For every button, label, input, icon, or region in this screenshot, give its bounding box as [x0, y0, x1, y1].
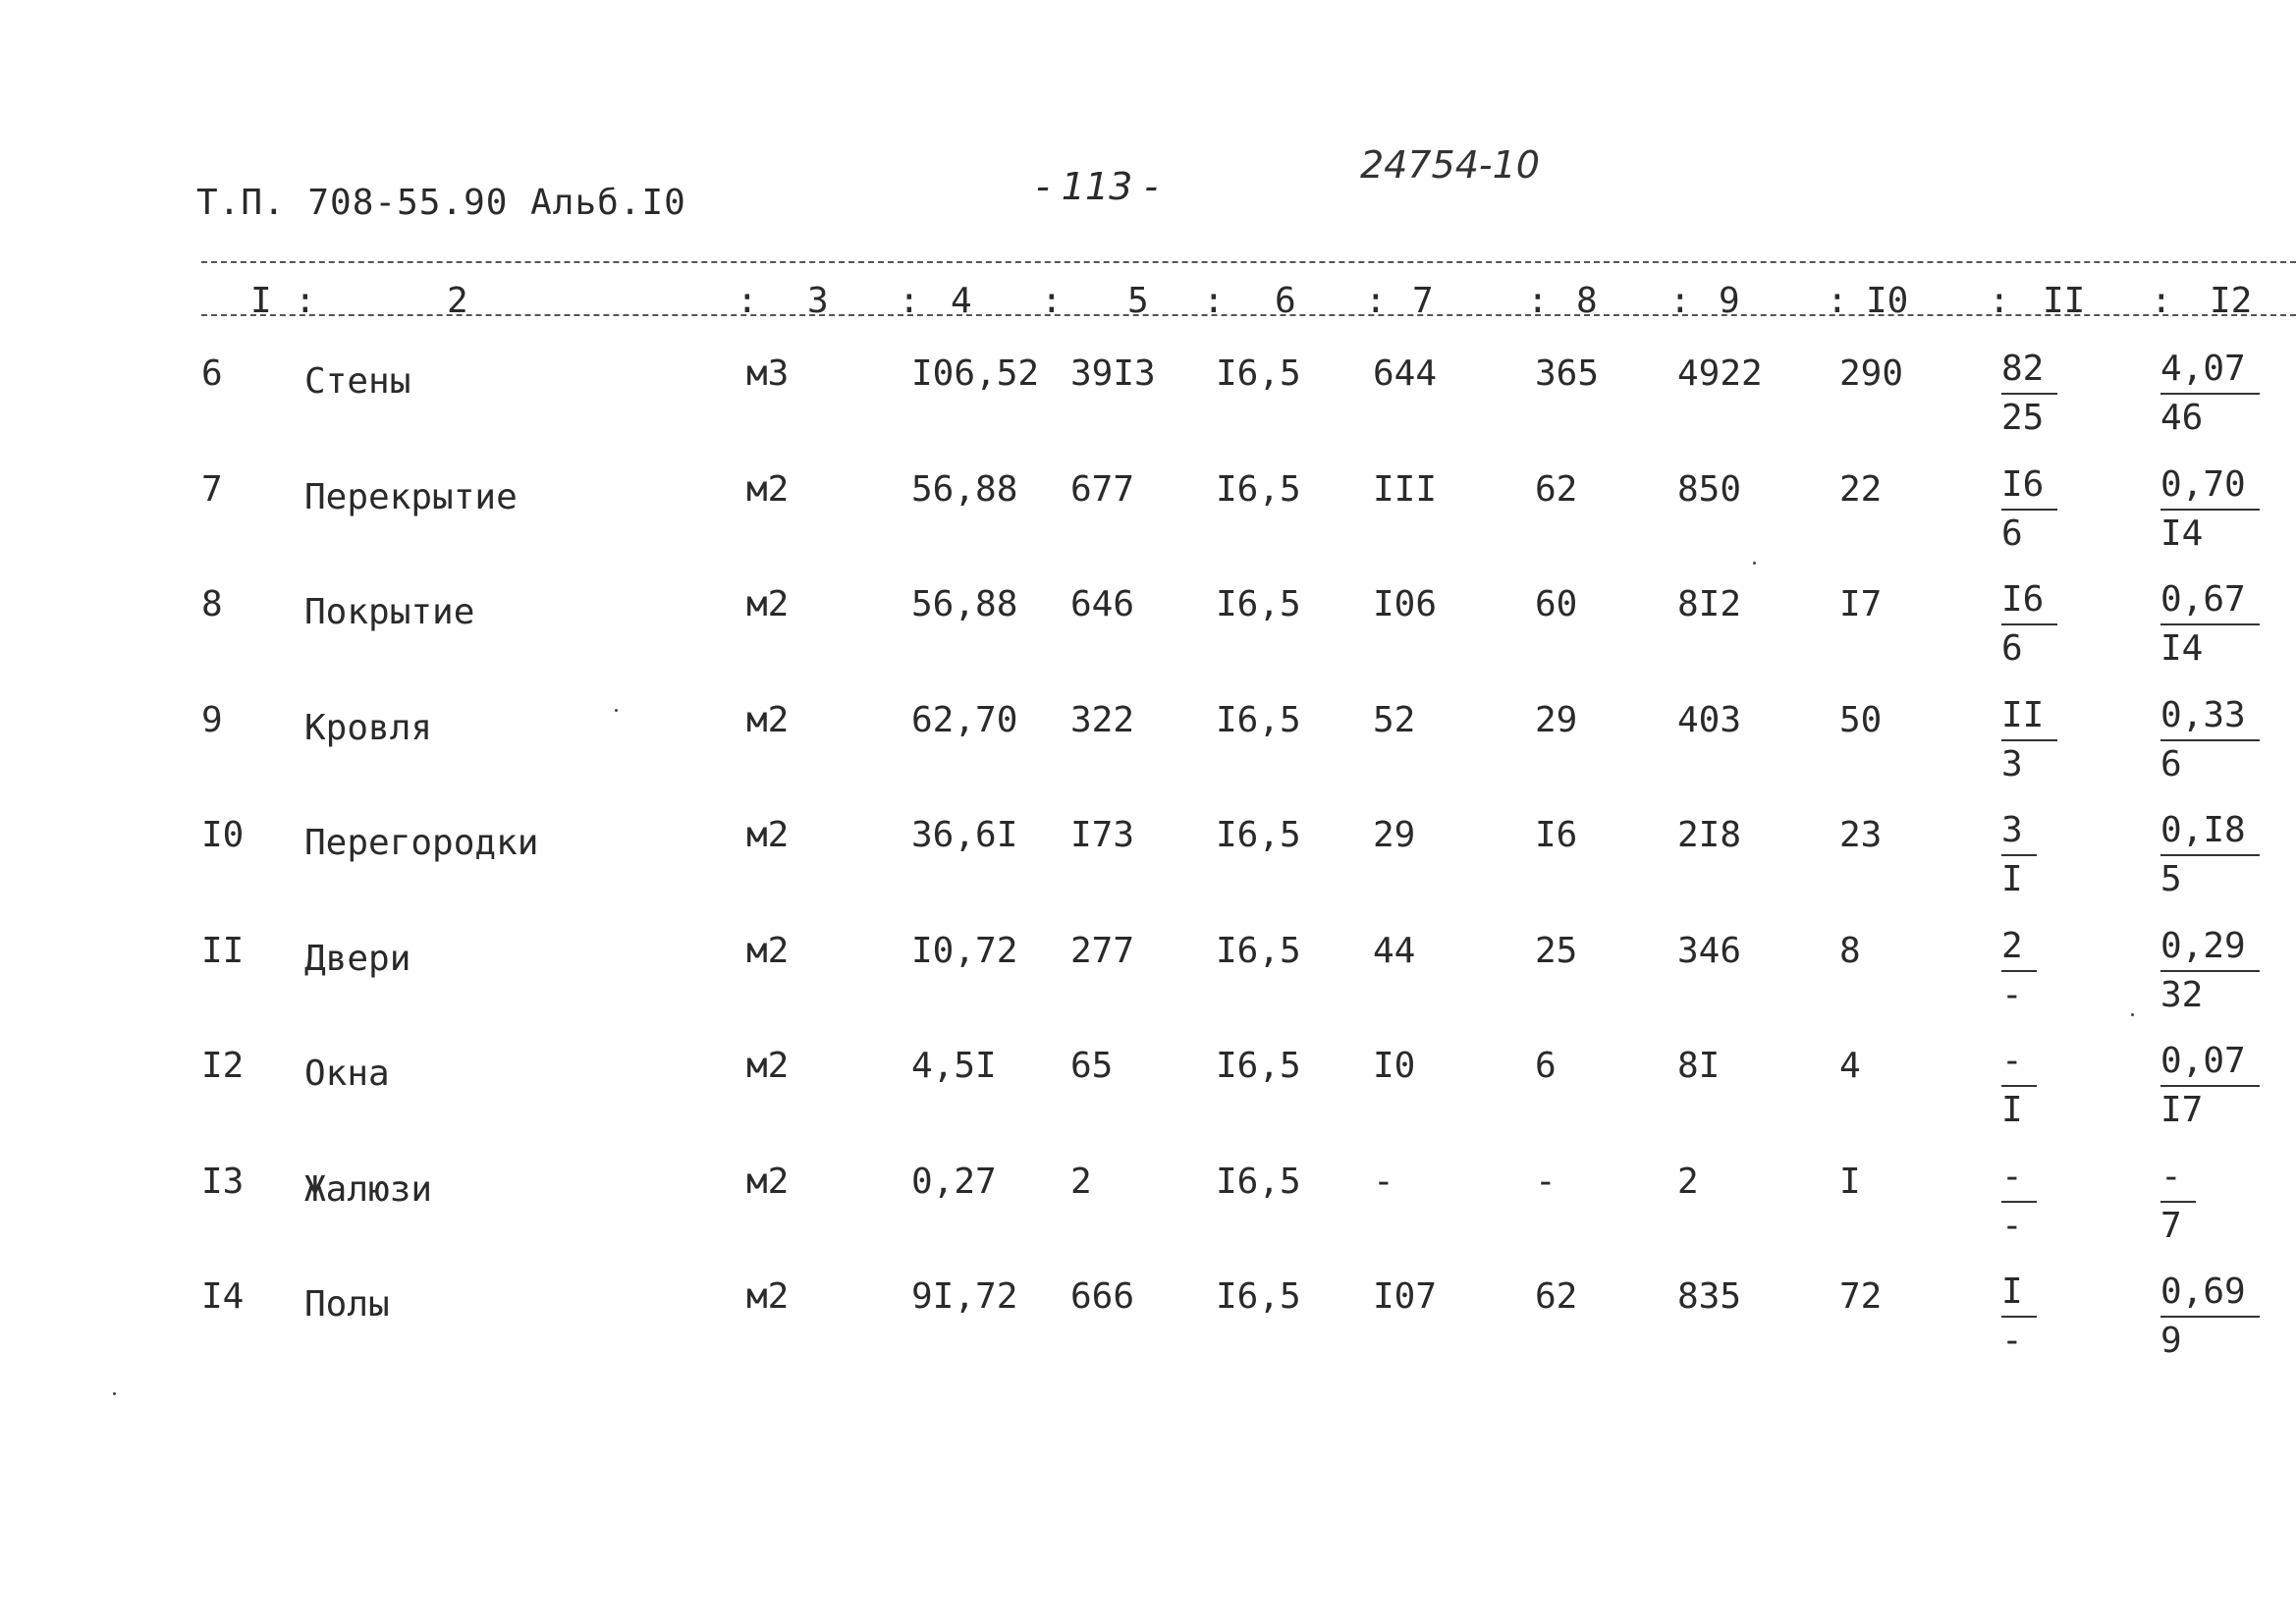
scan-speck	[615, 709, 618, 712]
col-12-fraction	[2160, 576, 2260, 673]
document-code: Т.П. 708-55.90 Альб.I0	[196, 183, 686, 223]
col-4-cell: 4,5I	[911, 1046, 997, 1086]
column-header: 5	[1127, 281, 1149, 321]
fraction-denominator: I4	[2160, 513, 2204, 554]
fraction-numerator: 0,I8	[2160, 807, 2260, 856]
column-header: 2	[447, 281, 468, 321]
col-7-cell: I0	[1373, 1046, 1416, 1086]
fraction-denominator: 6	[2160, 743, 2182, 784]
col-10-cell: I	[1839, 1161, 1861, 1202]
column-header: 6	[1275, 281, 1296, 321]
col-10-cell: I7	[1839, 584, 1883, 624]
fraction-denominator: -	[2001, 1205, 2023, 1246]
col-4-cell: 0,27	[911, 1161, 997, 1202]
col-5-cell: 322	[1070, 699, 1135, 740]
col-12-fraction	[2160, 346, 2260, 442]
col-9-cell: 835	[1677, 1276, 1742, 1317]
scan-speck	[2131, 1013, 2134, 1016]
fraction-numerator: 0,70	[2160, 461, 2260, 511]
column-header: 3	[807, 281, 829, 321]
col-9-cell: 403	[1677, 699, 1742, 740]
col-5-cell: I73	[1070, 815, 1135, 855]
fraction-denominator: 7	[2160, 1205, 2182, 1246]
column-separator: :	[295, 281, 316, 321]
col-12-fraction	[2160, 807, 2260, 903]
column-header: I2	[2210, 281, 2253, 321]
fraction-denominator: I4	[2160, 628, 2204, 669]
element-name: Жалюзи	[304, 1168, 433, 1210]
col-7-cell: III	[1373, 468, 1438, 510]
fraction-denominator: -	[2001, 1321, 2023, 1361]
row-number: 7	[201, 468, 223, 510]
unit-cell: м2	[746, 1046, 790, 1086]
fraction-numerator: 2	[2001, 923, 2037, 972]
fraction-denominator: 9	[2160, 1321, 2182, 1361]
column-separator: :	[1989, 281, 2010, 321]
fraction-numerator: 0,33	[2160, 692, 2260, 741]
fraction-numerator: I6	[2001, 576, 2057, 625]
row-number: I2	[201, 1046, 245, 1086]
unit-cell: м2	[746, 930, 790, 971]
element-name: Окна	[304, 1054, 390, 1094]
column-header: 8	[1576, 281, 1598, 321]
col-8-cell: I6	[1535, 815, 1578, 855]
unit-cell: м3	[746, 353, 790, 394]
col-4-cell: 36,6I	[911, 815, 1018, 855]
column-separator: :	[737, 281, 758, 321]
column-header: II	[2043, 281, 2086, 321]
col-10-cell: 8	[1839, 930, 1861, 971]
page-number: - 113 -	[1036, 165, 1159, 208]
element-name: Кровля	[304, 707, 433, 748]
unit-cell: м2	[746, 815, 790, 855]
element-name: Перекрытие	[304, 476, 518, 517]
col-11-fraction	[2001, 692, 2057, 788]
col-7-cell: 44	[1373, 930, 1416, 971]
col-5-cell: 65	[1070, 1046, 1114, 1086]
unit-cell: м2	[746, 699, 790, 740]
row-number: I0	[201, 815, 245, 855]
col-12-fraction	[2160, 1154, 2196, 1250]
column-separator: :	[899, 281, 920, 321]
col-11-fraction	[2001, 1038, 2037, 1134]
col-8-cell: 6	[1535, 1046, 1557, 1086]
col-11-fraction	[2001, 461, 2057, 558]
row-number: 8	[201, 584, 223, 624]
col-6-cell: I6,5	[1216, 1161, 1301, 1202]
column-separator: :	[1827, 281, 1848, 321]
fraction-denominator: 32	[2160, 974, 2204, 1015]
element-name: Перегородки	[304, 823, 539, 863]
col-6-cell: I6,5	[1216, 353, 1301, 394]
col-7-cell: -	[1373, 1161, 1394, 1202]
col-11-fraction	[2001, 807, 2037, 903]
col-6-cell: I6,5	[1216, 815, 1301, 855]
col-7-cell: 29	[1373, 815, 1416, 855]
fraction-numerator: -	[2001, 1154, 2037, 1203]
fraction-denominator: I	[2001, 859, 2023, 899]
column-header: 7	[1412, 281, 1434, 321]
fraction-denominator: 6	[2001, 513, 2023, 554]
col-4-cell: I06,52	[911, 353, 1040, 394]
col-8-cell: -	[1535, 1161, 1557, 1202]
element-name: Стены	[304, 361, 411, 402]
fraction-numerator: I6	[2001, 461, 2057, 511]
col-11-fraction	[2001, 923, 2037, 1019]
fraction-numerator: 0,67	[2160, 576, 2260, 625]
element-name: Двери	[304, 938, 411, 979]
element-name: Покрытие	[304, 592, 475, 632]
fraction-denominator: 5	[2160, 859, 2182, 899]
col-4-cell: 62,70	[911, 699, 1018, 740]
col-11-fraction	[2001, 1154, 2037, 1250]
fraction-numerator: 0,29	[2160, 923, 2260, 972]
col-9-cell: 346	[1677, 930, 1742, 971]
col-9-cell: 4922	[1677, 353, 1763, 394]
col-9-cell: 8I	[1677, 1046, 1721, 1086]
col-8-cell: 62	[1535, 468, 1578, 510]
column-header: I0	[1866, 281, 1909, 321]
col-5-cell: 646	[1070, 584, 1135, 624]
col-8-cell: 25	[1535, 930, 1578, 971]
col-6-cell: I6,5	[1216, 468, 1301, 510]
col-10-cell: 4	[1839, 1046, 1861, 1086]
col-4-cell: 56,88	[911, 584, 1018, 624]
element-name: Полы	[304, 1284, 390, 1325]
col-11-fraction	[2001, 346, 2057, 442]
col-7-cell: I06	[1373, 584, 1438, 624]
fraction-denominator: 25	[2001, 398, 2045, 438]
col-6-cell: I6,5	[1216, 699, 1301, 740]
fraction-denominator: 46	[2160, 398, 2204, 438]
fraction-denominator: I	[2001, 1090, 2023, 1130]
col-9-cell: 8I2	[1677, 584, 1742, 624]
col-8-cell: 60	[1535, 584, 1578, 624]
col-9-cell: 2I8	[1677, 815, 1742, 855]
column-separator: :	[2151, 281, 2172, 321]
unit-cell: м2	[746, 468, 790, 510]
col-4-cell: I0,72	[911, 930, 1018, 971]
row-number: II	[201, 930, 245, 971]
col-5-cell: 677	[1070, 468, 1135, 510]
col-11-fraction	[2001, 1269, 2037, 1365]
column-separator: :	[1203, 281, 1225, 321]
column-header: 9	[1719, 281, 1740, 321]
row-number: 9	[201, 699, 223, 740]
column-header: 4	[951, 281, 972, 321]
col-9-cell: 2	[1677, 1161, 1699, 1202]
col-4-cell: 56,88	[911, 468, 1018, 510]
col-12-fraction	[2160, 923, 2260, 1019]
col-6-cell: I6,5	[1216, 1046, 1301, 1086]
col-6-cell: I6,5	[1216, 1276, 1301, 1317]
column-separator: :	[1669, 281, 1691, 321]
col-6-cell: I6,5	[1216, 930, 1301, 971]
row-number: I3	[201, 1161, 245, 1202]
fraction-denominator: 6	[2001, 628, 2023, 669]
col-7-cell: 644	[1373, 353, 1438, 394]
col-8-cell: 29	[1535, 699, 1578, 740]
unit-cell: м2	[746, 584, 790, 624]
column-separator: :	[1527, 281, 1549, 321]
col-10-cell: 23	[1839, 815, 1883, 855]
col-11-fraction	[2001, 576, 2057, 673]
fraction-numerator: 4,07	[2160, 346, 2260, 395]
col-7-cell: I07	[1373, 1276, 1438, 1317]
col-5-cell: 2	[1070, 1161, 1092, 1202]
fraction-numerator: 0,07	[2160, 1038, 2260, 1087]
col-12-fraction	[2160, 1269, 2260, 1365]
handwritten-reference-number: 24754-10	[1360, 143, 1540, 187]
scan-speck	[1753, 562, 1756, 565]
table-top-rule	[201, 261, 2296, 263]
col-10-cell: 50	[1839, 699, 1883, 740]
col-12-fraction	[2160, 461, 2260, 558]
table-header-rule	[201, 314, 2296, 316]
col-10-cell: 72	[1839, 1276, 1883, 1317]
col-4-cell: 9I,72	[911, 1276, 1018, 1317]
fraction-numerator: 0,69	[2160, 1269, 2260, 1318]
fraction-numerator: I	[2001, 1269, 2037, 1318]
unit-cell: м2	[746, 1276, 790, 1317]
fraction-denominator: I7	[2160, 1090, 2204, 1130]
scan-speck	[113, 1392, 116, 1395]
col-12-fraction	[2160, 1038, 2260, 1134]
col-5-cell: 666	[1070, 1276, 1135, 1317]
col-7-cell: 52	[1373, 699, 1416, 740]
column-header: I	[250, 281, 272, 321]
row-number: 6	[201, 353, 223, 394]
col-5-cell: 277	[1070, 930, 1135, 971]
row-number: I4	[201, 1276, 245, 1317]
col-5-cell: 39I3	[1070, 353, 1156, 394]
fraction-denominator: 3	[2001, 743, 2023, 784]
fraction-numerator: 3	[2001, 807, 2037, 856]
col-8-cell: 365	[1535, 353, 1600, 394]
col-8-cell: 62	[1535, 1276, 1578, 1317]
column-separator: :	[1041, 281, 1063, 321]
fraction-denominator: -	[2001, 974, 2023, 1015]
col-10-cell: 22	[1839, 468, 1883, 510]
col-6-cell: I6,5	[1216, 584, 1301, 624]
fraction-numerator: 82	[2001, 346, 2057, 395]
column-separator: :	[1365, 281, 1387, 321]
fraction-numerator: -	[2001, 1038, 2037, 1087]
fraction-numerator: II	[2001, 692, 2057, 741]
fraction-numerator: -	[2160, 1154, 2196, 1203]
col-12-fraction	[2160, 692, 2260, 788]
unit-cell: м2	[746, 1161, 790, 1202]
col-9-cell: 850	[1677, 468, 1742, 510]
col-10-cell: 290	[1839, 353, 1904, 394]
